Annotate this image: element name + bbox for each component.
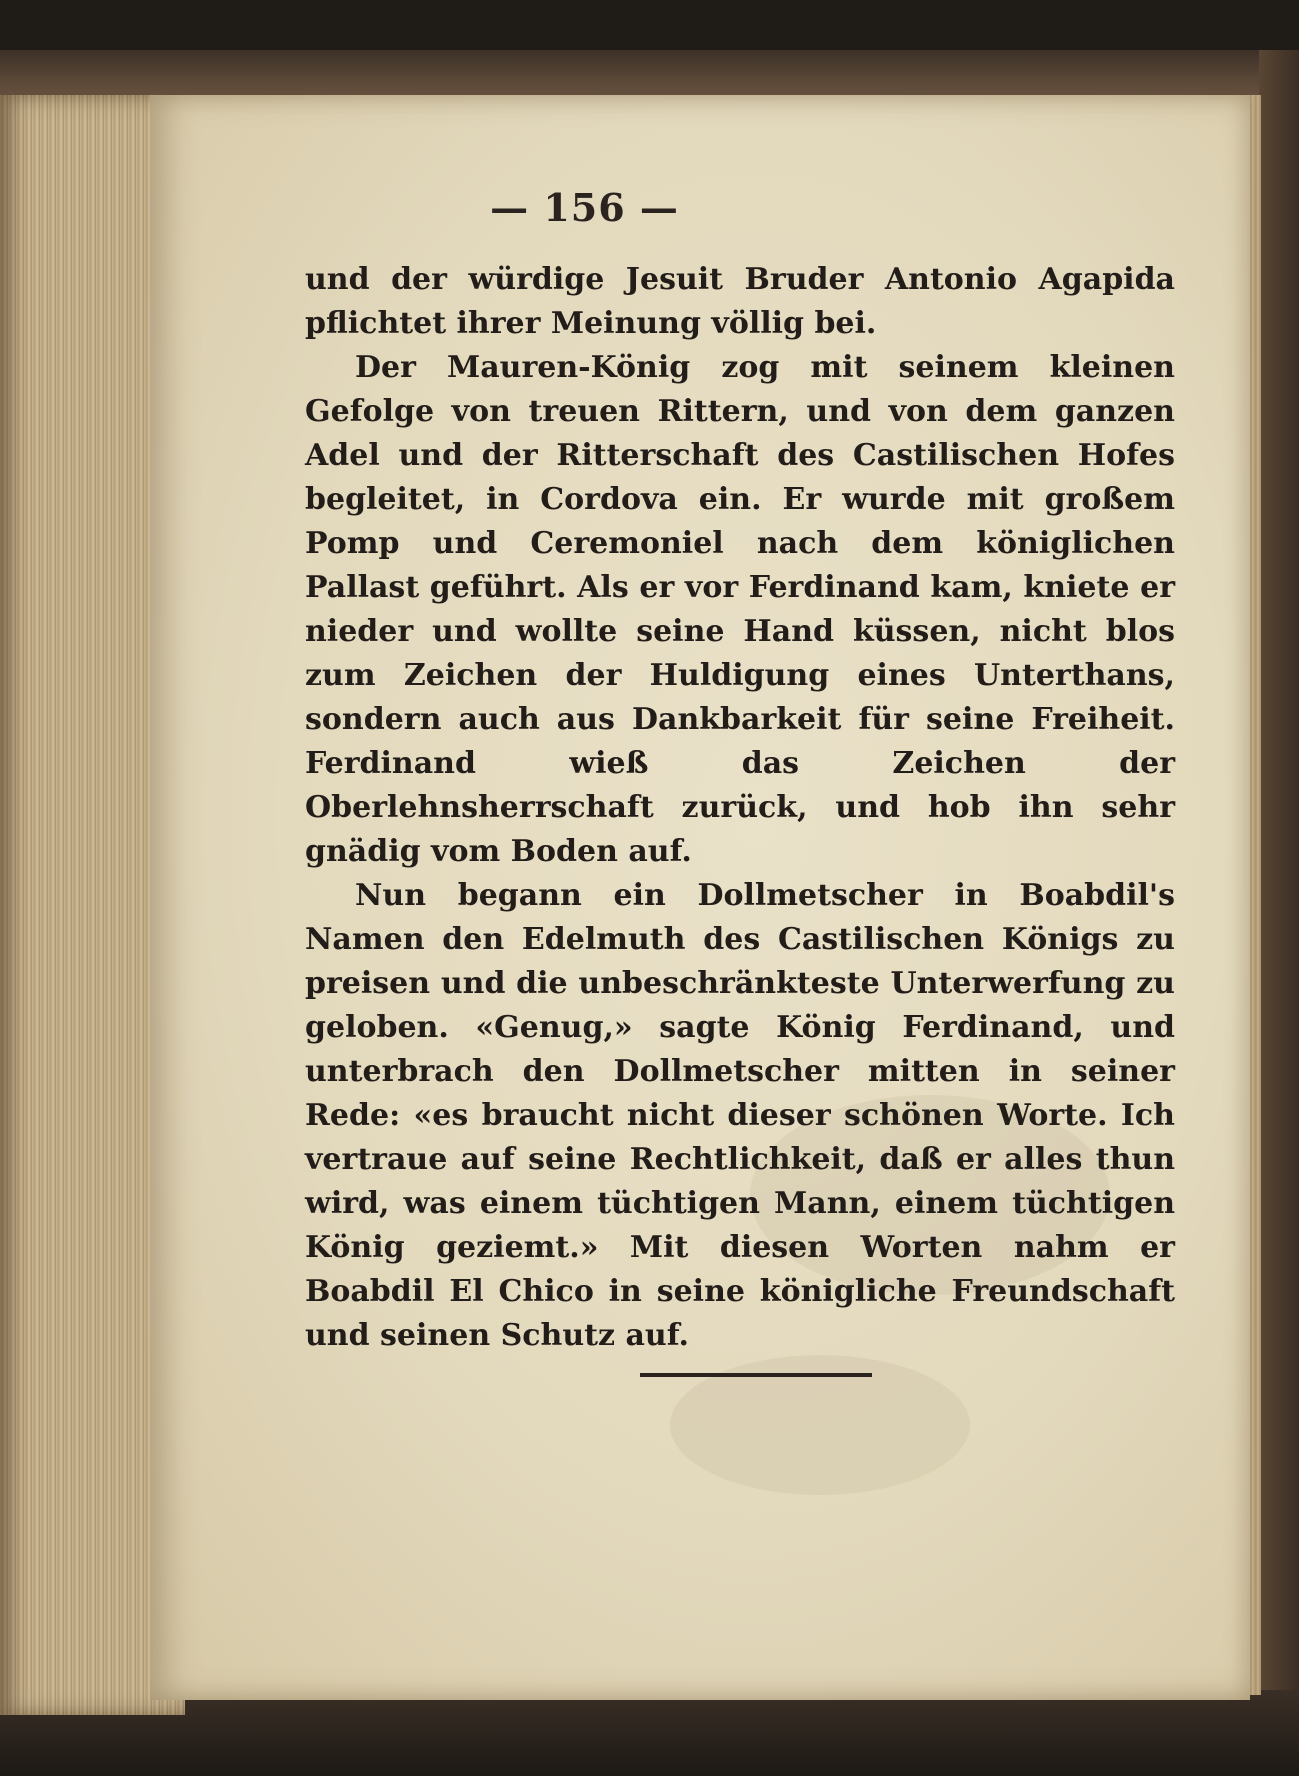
page-body-text [305,258,1175,1358]
paragraph: und der würdige Jesuit Bruder Antonio Agapida pflichtet ihrer Meinung völlig bei. [305,262,1175,341]
paragraph: Nun begann ein Dollmetscher in Boabdil's Namen den Edelmuth des Castilischen Königs zu preisen und die unbeschränkteste Unterwerfung zu geloben. «Genug,» sagte König Ferdinand, und unterbrach den Dollmetscher mitten in seiner Rede: «es braucht nicht dieser schönen Worte. Ich vertraue auf seine Rechtlichkeit, daß er alles thun wird, was einem tüchtigen Mann, einem tüchtigen König geziemt.» Mit diesen Worten nahm er Boabdil El Chico in seine königliche Freundschaft und seinen Schutz auf. [305,878,1175,1353]
page-number: — 156 — [490,185,679,230]
book-binding-bottom [0,1690,1299,1776]
chapter-end-rule [640,1373,872,1377]
book-binding-right [1259,50,1299,1700]
paragraph: Der Mauren-König zog mit seinem kleinen Gefolge von treuen Rittern, und von dem ganzen Adel und der Ritterschaft des Castilischen Hofes begleitet, in Cordova ein. Er wurde mit großem Pomp und Ceremoniel nach dem königlichen Pallast geführt. Als er vor Ferdinand kam, kniete er nieder und wollte seine Hand küssen, nicht blos zum Zeichen der Huldigung eines Unterthans, sondern auch aus Dankbarkeit für seine Freiheit. Ferdinand wieß das Zeichen der Oberlehnsherrschaft zurück, und hob ihn sehr gnädig vom Boden auf. [305,350,1175,869]
